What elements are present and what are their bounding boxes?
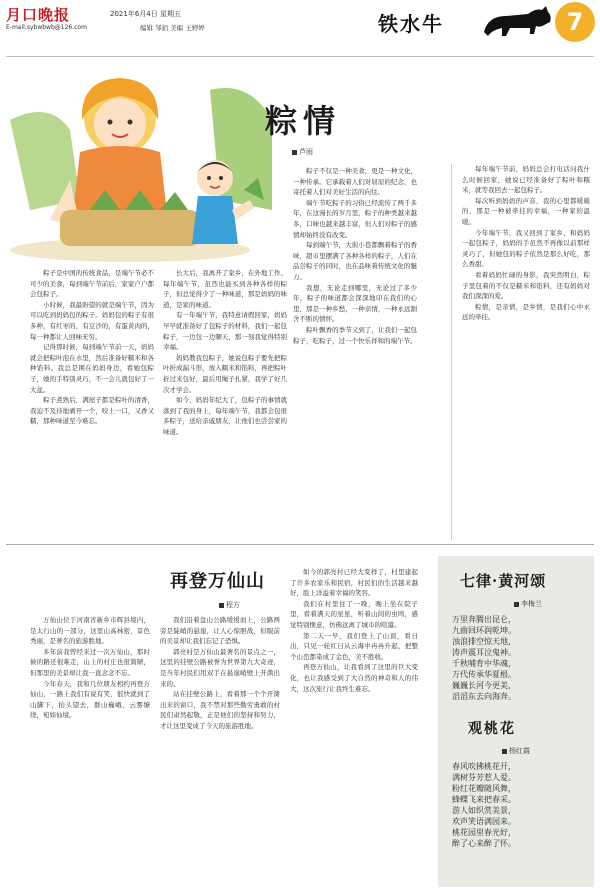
paragraph: 多年前我曾经来过一次万仙山，那时候的路还很难走，山上的村庄也很简陋，但那里的美景却让我一直念念不忘。 bbox=[30, 647, 150, 677]
article-column bbox=[160, 615, 280, 887]
paragraph: 每次听到妈妈的声音，我的心里都暖暖的，那是一种被牵挂的幸福，一种家的温暖。 bbox=[462, 196, 590, 226]
poem-line: 桃花园里春光好， bbox=[452, 828, 516, 837]
paragraph: 如今，妈妈年纪大了，包粽子的事情就落到了我的身上，每年端午节，我都会包很多粽子，送给亲戚朋友，让他们也尝尝家的味道。 bbox=[163, 396, 287, 436]
poem-line: 欢声笑语满园来。 bbox=[452, 817, 516, 826]
paragraph: 粽叶飘香的季节又到了，让我们一起包粽子，吃粽子，过一个快乐祥和的端午节。 bbox=[293, 325, 417, 345]
column-divider bbox=[451, 164, 452, 540]
poem-body bbox=[452, 614, 516, 702]
poem-line: 粉红花瓣随风舞， bbox=[452, 784, 516, 793]
poem-body bbox=[452, 761, 516, 849]
issue-date: 2021年6月4日 星期五 bbox=[110, 10, 181, 18]
article-column bbox=[290, 567, 418, 887]
poem-author bbox=[502, 746, 530, 756]
page-number: 7 bbox=[555, 2, 595, 42]
paragraph: 每到端午节，大街小巷都飘着粽子的香味，超市里摆满了各种各样的粽子，人们在品尝粽子的同时，也在品味着传统文化的魅力。 bbox=[293, 241, 417, 281]
poem-line: 万里奔腾出昆仑， bbox=[452, 615, 516, 624]
paragraph: 粽情，是亲情，是乡情，是我们心中永远的牵挂。 bbox=[462, 302, 590, 322]
poem-title: 观桃花 bbox=[468, 721, 516, 737]
paragraph: 今年春天，我和几位朋友相约再登万仙山，一路上我们有说有笑，很快就到了山脚下，抬头望去，群山巍峨，云雾缭绕，宛如仙境。 bbox=[30, 679, 150, 720]
author-name: 程方 bbox=[226, 601, 240, 609]
author-name: 杨红霞 bbox=[509, 747, 530, 755]
poem-line: 万代传承华夏根。 bbox=[452, 670, 516, 679]
author-marker-icon bbox=[514, 602, 519, 607]
author-marker-icon bbox=[219, 603, 224, 608]
editor-credit: 编辑 邹娟 美编 王婷婷 bbox=[140, 24, 205, 32]
paragraph: 端午节吃粽子的习俗已经流传了两千多年，在这漫长的岁月里，粽子的种类越来越多，口味也越来越丰富，但人们对粽子的感情却始终没有改变。 bbox=[293, 198, 417, 239]
header-rule bbox=[6, 56, 594, 57]
author-marker-icon bbox=[292, 150, 297, 155]
paragraph: 我们沿着盘山公路缓缓而上，公路两旁是陡峭的悬崖，让人心惊胆战，但眼前的美景却让我们忘记了恐惧。 bbox=[160, 616, 280, 646]
author-name: 芦雨 bbox=[299, 148, 313, 156]
article-author bbox=[219, 600, 240, 610]
article-title: 粽情 bbox=[265, 102, 342, 140]
poem-line: 浊浪排空惊天地， bbox=[452, 637, 516, 646]
newspaper-logo: 月口晚报 bbox=[6, 6, 71, 24]
poem-line: 游人如织赏美景， bbox=[452, 806, 516, 815]
paragraph: 看着妈妈忙碌的身影，我突然明白，粽子里包着的不仅是糯米和馅料，还有妈妈对我们深深的爱。 bbox=[462, 270, 590, 301]
paragraph: 粽子不仅是一种美食，更是一种文化，一种传承。它承载着人们对屈原的纪念，也寄托着人们对美好生活的向往。 bbox=[293, 167, 417, 197]
paragraph: 再登万仙山，让我看到了这里的巨大变化，也让我感受到了大自然的神奇和人的伟大，这次旅行让我终生难忘。 bbox=[290, 663, 418, 693]
paragraph: 万仙山位于河南省新乡市辉县境内，是太行山的一部分，这里山高林密，景色秀丽，是著名的旅游胜地。 bbox=[30, 616, 150, 646]
poem-author bbox=[514, 599, 542, 609]
paragraph: 今年端午节，我又回到了家乡，和妈妈一起包粽子，妈妈的手虽然不再像以前那样灵巧了，但她包的粽子依然是那么好吃，那么香甜。 bbox=[462, 228, 590, 269]
masthead bbox=[0, 0, 600, 58]
poem-title: 七律·黄河颂 bbox=[460, 572, 547, 590]
poem-line: 滔滔东去向海奔。 bbox=[452, 692, 516, 701]
paragraph: 妈妈教我包粽子，她说包粽子要先把粽叶折成漏斗形，放入糯米和馅料，再把粽叶折过来包好，最后用绳子扎紧，我学了好几次才学会。 bbox=[163, 353, 287, 394]
paragraph: 我们在村里住了一晚，晚上坐在院子里，看着满天的星星，听着山间的虫鸣，感觉特别惬意，仿佛远离了城市的喧嚣。 bbox=[290, 599, 418, 629]
paragraph: 长大后，我离开了家乡，在外地工作。每年端午节，虽然也能买到各种各样的粽子，但总觉得少了一种味道，那是妈妈的味道，是家的味道。 bbox=[163, 269, 287, 309]
author-marker-icon bbox=[502, 749, 507, 754]
poem-line: 春风吹拂桃花开， bbox=[452, 762, 516, 771]
mother-child-zongzi-illustration bbox=[10, 60, 272, 263]
poem-line: 涛声震耳泣鬼神。 bbox=[452, 648, 516, 657]
paragraph: 粽子是中国的传统食品，是端午节必不可少的美食，每到端午节前后，家家户户都会包粽子。 bbox=[30, 269, 154, 299]
paragraph: 第二天一早，我们登上了山顶，看日出，只见一轮红日从云海中冉冉升起，把整个山峦都染成了金色，美不胜收。 bbox=[290, 631, 418, 661]
paragraph: 有一年端午节，我特意请假回家，妈妈早早就准备好了包粽子的材料，我们一起包粽子，一边包一边聊天，那一刻我觉得特别幸福。 bbox=[163, 311, 287, 352]
article-column bbox=[462, 164, 590, 540]
paragraph: 如今的郭亮村已经大变样了，村里建起了许多农家乐和民宿，村民们的生活越来越好，脸上洋溢着幸福的笑容。 bbox=[290, 568, 418, 598]
poem-line: 醉了心来醉了怀。 bbox=[452, 839, 516, 848]
bull-icon bbox=[476, 2, 560, 42]
paragraph: 每年端午节前，妈妈总会打电话问我什么时候回家，她说已经准备好了粽叶和糯米，就等我回去一起包粽子。 bbox=[462, 165, 590, 195]
paragraph: 站在挂壁公路上，看着那一个个开凿出来的窗口，我不禁对那些勤劳勇敢的村民们肃然起敬，正是他们的坚持和努力，才让这里变成了今天的旅游胜地。 bbox=[160, 690, 280, 730]
paragraph: 郭亮村是万仙山最著名的景点之一，这里的挂壁公路被誉为世界第九大奇迹，是当年村民们用双手在悬崖峭壁上开凿出来的。 bbox=[160, 647, 280, 688]
article-title: 再登万仙山 bbox=[170, 571, 265, 592]
article-author bbox=[292, 147, 313, 157]
email-address: E-mail:sybwbwb@126.com bbox=[6, 24, 87, 31]
poem-line: 蜂蝶飞来把春采。 bbox=[452, 795, 516, 804]
article-column bbox=[163, 268, 287, 540]
paragraph: 记得那时候，每到端午节前一天，妈妈就会把粽叶泡在水里，然后准备好糯米和各种馅料。我总是围在妈妈身边，看她包粽子，她的手特别灵巧，不一会儿就包好了一大盆。 bbox=[30, 343, 154, 394]
paragraph: 我想，无论走到哪里，无论过了多少年，粽子的味道都会深深地印在我们的心里，那是一种乡愁，一种亲情，一种永远割舍不断的情怀。 bbox=[293, 283, 417, 324]
author-name: 李梅兰 bbox=[521, 600, 542, 608]
section-title: 铁水牛 bbox=[378, 12, 444, 36]
poem-line: 满树芬芳惹人爱。 bbox=[452, 773, 516, 782]
poem-line: 巍巍长河今更美， bbox=[452, 681, 516, 690]
section-divider bbox=[6, 544, 594, 545]
article-column bbox=[30, 268, 154, 540]
paragraph: 粽子煮熟后，满屋子都是粽叶的清香，我迫不及待地剥开一个，咬上一口，又香又糯，那种味道至今难忘。 bbox=[30, 396, 154, 426]
paragraph: 小时候，我最盼望的就是端午节，因为可以吃到妈妈包的粽子。妈妈包的粽子有很多种，有红枣的，有豆沙的，有蛋黄肉的，每一种都让人回味无穷。 bbox=[30, 300, 154, 341]
article-column bbox=[293, 166, 417, 540]
poem-line: 九曲回环润乾坤。 bbox=[452, 626, 516, 635]
poem-line: 千秋哺育中华魂， bbox=[452, 659, 516, 668]
article-column bbox=[30, 615, 150, 887]
